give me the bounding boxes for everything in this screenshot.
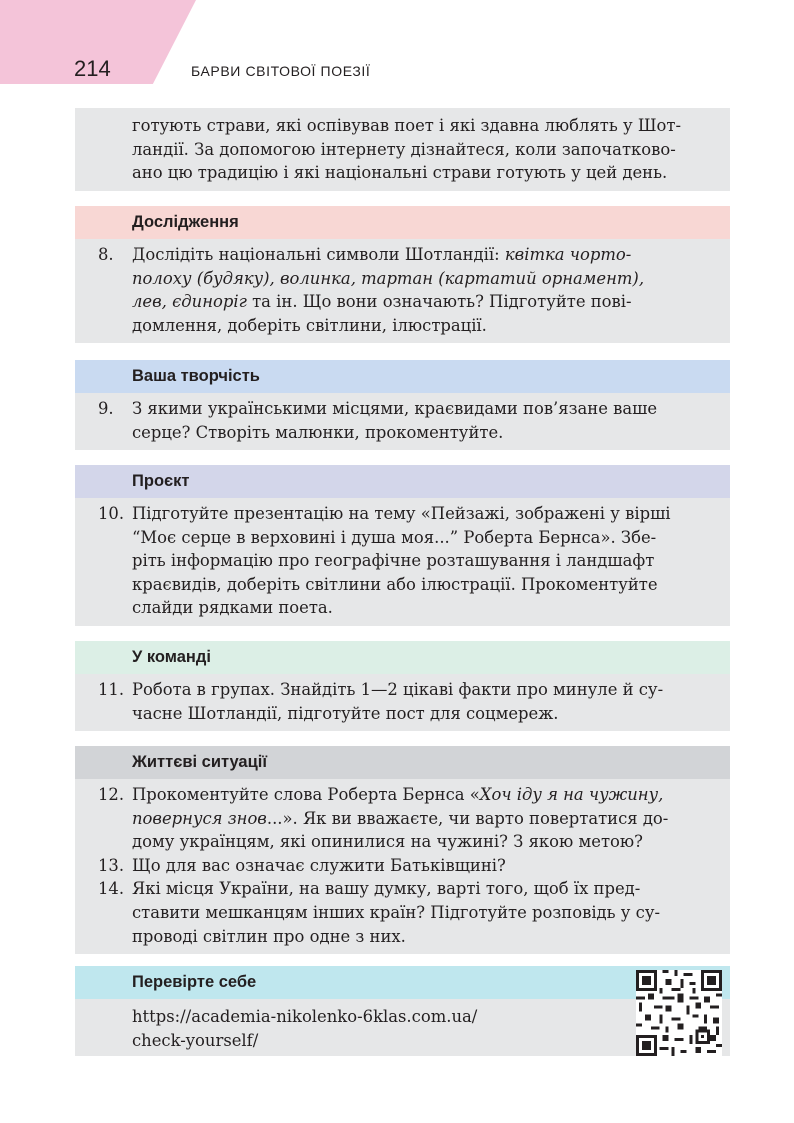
text-segment: Прокоментуйте слова Роберта Бернса « (132, 785, 480, 804)
task-number: 14. (98, 879, 125, 899)
task-number: 12. (98, 785, 125, 804)
text-segment: Що для вас означає служити Батьківщині? (132, 855, 506, 875)
project-heading: Проєкт (75, 465, 730, 498)
text-line: ландії. За допомогою інтернету дізнайтеся, коли започатково- (132, 139, 676, 159)
text-segment: домлення, доберіть світлини, ілюстрації. (132, 315, 487, 335)
task-number: 9. (98, 399, 114, 418)
qr-code-icon[interactable] (636, 970, 722, 1056)
text-line: часне Шотландії, підготуйте пост для соцмереж. (132, 703, 559, 723)
task-item-8 (75, 243, 720, 337)
link-line[interactable]: check-yourself/ (132, 1030, 259, 1050)
text-italic: полоху (будяку), волинка, тартан (картатий орнамент), (132, 268, 645, 288)
page-number: 214 (74, 56, 111, 81)
task-number: 13. (98, 855, 125, 875)
task-item-13 (75, 854, 720, 878)
text-segment: Дослідіть національні символи Шотландії: (132, 245, 505, 264)
text-segment: Які місця України, на вашу думку, варті того, щоб їх пред- (132, 879, 641, 899)
text-line: ріть інформацію про географічне розташування і ландшафт (132, 551, 655, 571)
research-box (75, 206, 730, 343)
text-line: Підготуйте презентацію на тему «Пейзажі, зображені у вірші (132, 504, 671, 523)
task-number: 8. (98, 245, 114, 264)
text-segment: та ін. Що вони означають? Підготуйте пові- (246, 292, 632, 312)
research-heading: Дослідження (75, 206, 730, 239)
task-number: 10. (98, 504, 125, 523)
text-italic: лев, єдиноріг (132, 292, 247, 312)
task-item-11 (75, 678, 720, 725)
text-line: “Моє серце в верховині і душа моя...” Роберта Бернса». Збе- (132, 527, 657, 547)
text-segment: проводі світлин про одне з них. (132, 926, 406, 946)
check-link[interactable] (75, 999, 730, 1058)
task-number: 11. (98, 680, 125, 699)
team-heading: У команді (75, 641, 730, 674)
text-line: серце? Створіть малюнки, прокоментуйте. (132, 422, 504, 442)
text-line: краєвидів, доберіть світлини або ілюстрації. Прокоментуйте (132, 574, 658, 594)
project-box (75, 465, 730, 626)
text-line: З якими українськими місцями, краєвидами пов’язане ваше (132, 399, 658, 418)
creativity-heading: Ваша творчість (75, 360, 730, 393)
task-item-9 (75, 397, 720, 444)
text-line: слайди рядками поета. (132, 598, 333, 618)
text-line: Робота в групах. Знайдіть 1—2 цікаві факти про минуле й су- (132, 680, 664, 699)
life-heading: Життєві ситуації (75, 746, 730, 779)
text-line: готують страви, які оспівував поет і які здавна люблять у Шот- (132, 116, 682, 135)
text-line: ано цю традицію і які національні страви готують у цей день. (132, 163, 668, 183)
task-item-14 (75, 877, 720, 948)
life-box (75, 746, 730, 954)
continuation-box (75, 108, 730, 191)
check-box (75, 966, 730, 1056)
text-segment: ставити мешканцям інших країн? Підготуйте розповідь у су- (132, 902, 660, 922)
text-segment: дому українцям, які опинилися на чужині? З якою метою? (132, 832, 643, 852)
text-italic: квітка чорто- (504, 245, 632, 264)
team-box (75, 641, 730, 731)
continuation-text (75, 108, 730, 191)
running-title: БАРВИ СВІТОВОЇ ПОЕЗІЇ (191, 63, 371, 79)
creativity-box (75, 360, 730, 450)
check-heading: Перевірте себе (75, 966, 730, 999)
text-segment: ...». Як ви вважаєте, чи варто повертатися до- (266, 808, 669, 828)
task-item-10 (75, 502, 720, 620)
text-italic: Хоч іду я на чужину, (479, 785, 664, 804)
text-italic: повернуся знов (132, 808, 267, 828)
task-item-12 (75, 783, 720, 854)
link-line[interactable]: https://academia-nikolenko-6klas.com.ua/ (132, 1007, 478, 1026)
